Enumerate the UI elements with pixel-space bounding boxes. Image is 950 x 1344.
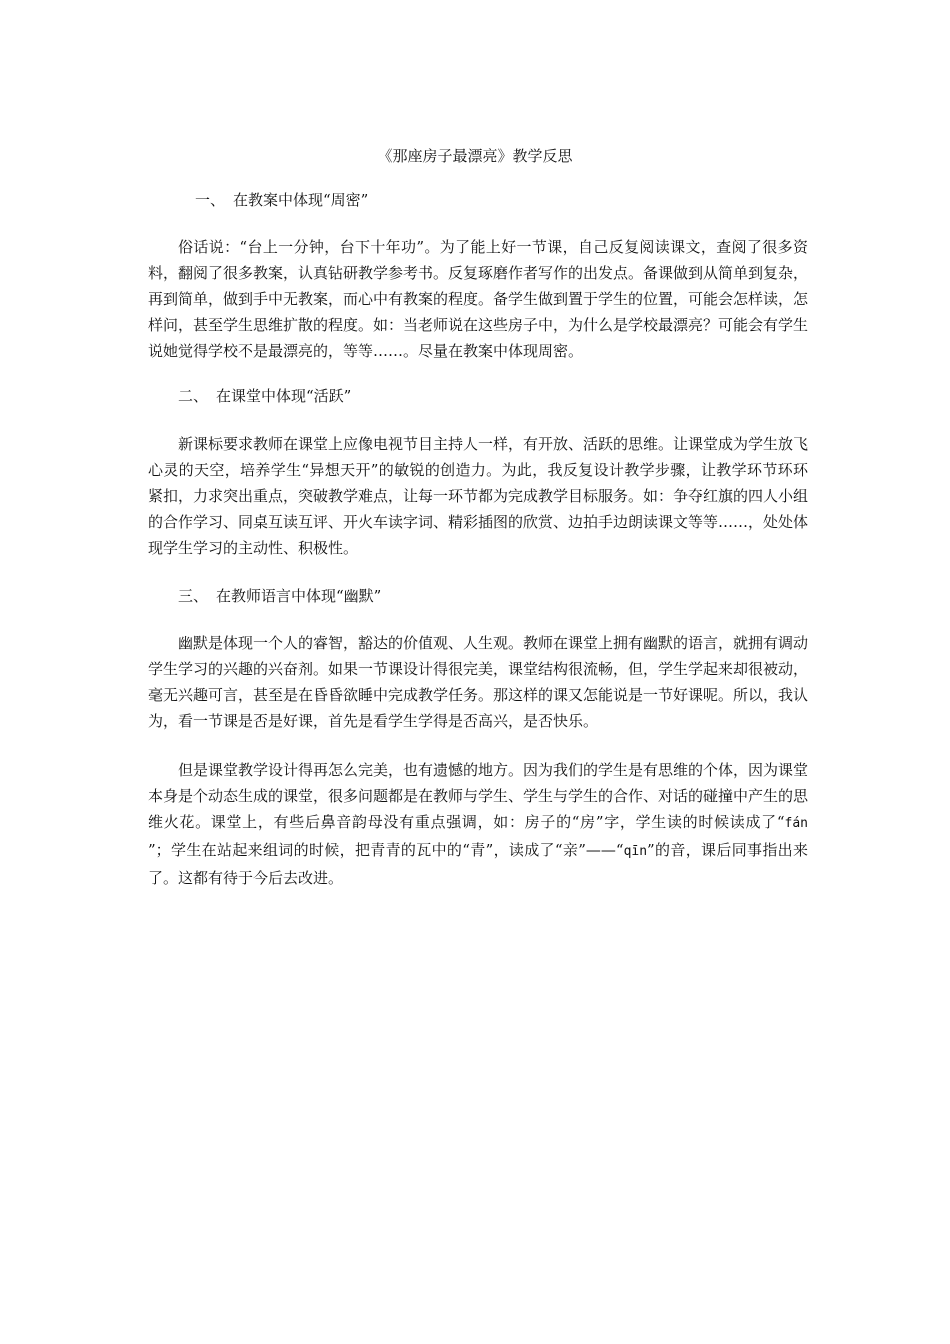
section-title: 在课堂中体现“活跃” (216, 387, 352, 405)
section-title: 在教案中体现“周密” (233, 191, 369, 209)
section-heading-1 (195, 188, 368, 212)
section-number: 二、 (178, 387, 209, 405)
section-number: 一、 (195, 191, 226, 209)
closing-text-1: 但是课堂教学设计得再怎么完美，也有遗憾的地方。因为我们的学生是有思维的个体，因为课堂本身是个动态生成的课堂，很多问题都是在教师与学生、学生与学生的合作、对话的碰撞中产生的思维火花。课堂上，有些后鼻音韵母没有重点强调，如：房子的“房”字，学生读的时候读成了“ (148, 761, 809, 831)
paragraph-2: 新课标要求教师在课堂上应像电视节目主持人一样，有开放、活跃的思维。让课堂成为学生放飞心灵的天空，培养学生“异想天开”的敏锐的创造力。为此，我反复设计教学步骤，让教学环节环环紧扣，力求突出重点，突破教学难点，让每一环节都为完成教学目标服务。如：争夺红旗的四人小组的合作学习、同桌互读互评、开火车读字词、精彩插图的欣赏、边拍手边朗读课文等等……，处处体现学生学习的主动性、积极性。 (148, 435, 809, 557)
section-title: 在教师语言中体现“幽默” (216, 587, 382, 605)
section-number: 三、 (178, 587, 209, 605)
paragraph-1: 俗话说：“台上一分钟，台下十年功”。为了能上好一节课，自己反复阅读课文，查阅了很多资料，翻阅了很多教案，认真钻研教学参考书。反复琢磨作者写作的出发点。备课做到从简单到复杂，再到简单，做到手中无教案，而心中有教案的程度。备学生做到置于学生的位置，可能会怎样读，怎样问，甚至学生思维扩散的程度。如：当老师说在这些房子中，为什么是学校最漂亮？可能会有学生说她觉得学校不是最漂亮的，等等……。尽量在教案中体现周密。 (148, 238, 809, 360)
pinyin-fan: fán (784, 816, 808, 831)
section-heading-3 (178, 584, 381, 608)
paragraph-closing (148, 757, 808, 891)
closing-text-3: ”的音，课后同事指出来了。这都有待于今后去改进。 (148, 841, 809, 887)
pinyin-qin: qīn (623, 844, 648, 859)
document-title: 《那座房子最漂亮》教学反思 (377, 147, 573, 165)
paragraph-3: 幽默是体现一个人的睿智，豁达的价值观、人生观。教师在课堂上拥有幽默的语言，就拥有调动学生学习的兴趣的兴奋剂。如果一节课设计得很完美，课堂结构很流畅，但，学生学起来却很被动，毫无兴趣可言，甚至是在昏昏欲睡中完成教学任务。那这样的课又怎能说是一节好课呢。所以，我认为，看一节课是否是好课，首先是看学生学得是否高兴，是否快乐。 (148, 634, 809, 730)
closing-text-2: ”；学生在站起来组词的时候，把青青的瓦中的“青”，读成了“亲”——“ (148, 841, 624, 859)
section-heading-2 (178, 384, 351, 408)
